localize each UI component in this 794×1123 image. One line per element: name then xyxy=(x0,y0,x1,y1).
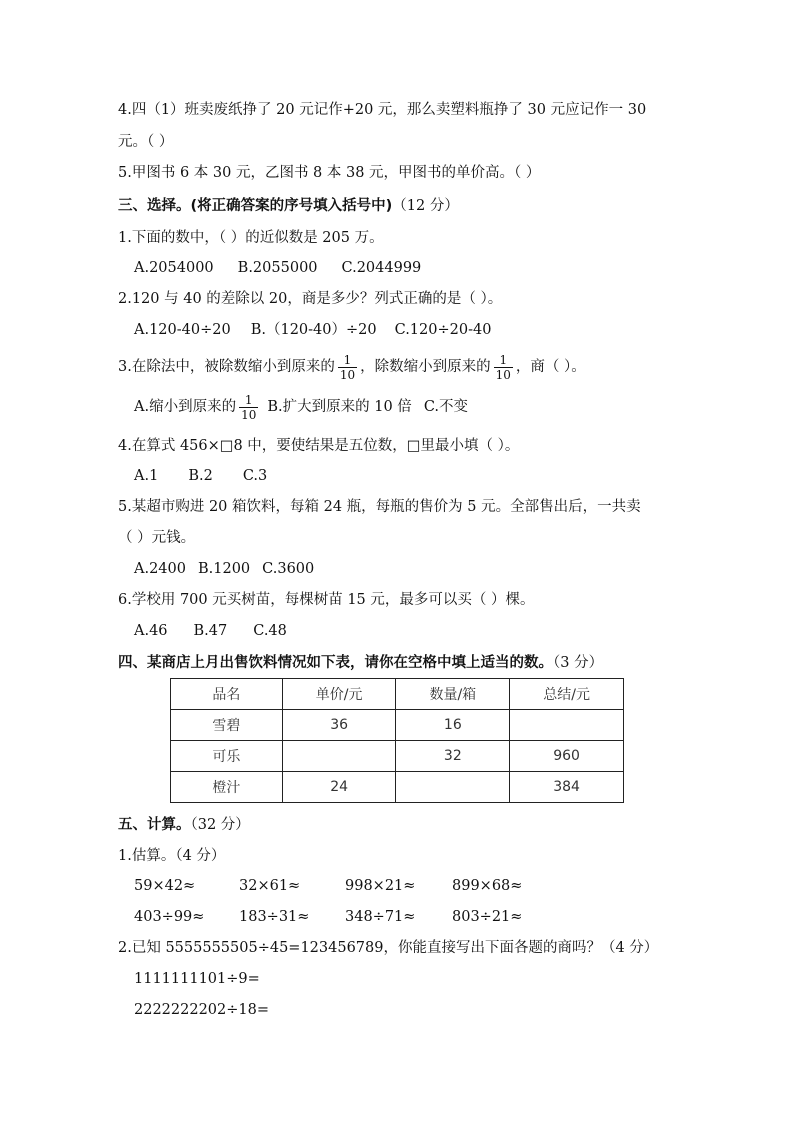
estimate-item: 403÷99≈ xyxy=(134,909,205,925)
section-5-score: （32 分） xyxy=(190,817,250,833)
option-c: C.3600 xyxy=(262,561,315,577)
question-3-6-options xyxy=(134,621,287,641)
table-cell-blank[interactable] xyxy=(396,772,510,803)
fraction-one-tenth: $\frac{1}{10}$ xyxy=(495,352,511,382)
estimate-item: 899×68≈ xyxy=(452,878,523,894)
option-a: A.120-40÷20 xyxy=(134,322,231,338)
option-c: C.48 xyxy=(253,623,287,639)
option-b: B.2 xyxy=(188,468,213,484)
section-3-heading xyxy=(118,196,459,216)
question-2-5: 5.甲图书 6 本 30 元，乙图书 8 本 38 元，甲图书的单价高。（ ） xyxy=(118,165,541,181)
question-3-3 xyxy=(118,350,586,384)
question-3-2-options xyxy=(134,320,491,340)
question-3-1-options xyxy=(134,258,421,278)
table-cell: 24 xyxy=(282,772,396,803)
question-3-6: 6.学校用 700 元买树苗，每棵树苗 15 元，最多可以买（ ）棵。 xyxy=(118,592,535,608)
table-cell: 16 xyxy=(396,710,510,741)
question-3-5-line1: 5.某超市购进 20 箱饮料，每箱 24 瓶，每瓶的售价为 5 元。全部售出后，一共卖 xyxy=(118,499,641,515)
option-c: C.3 xyxy=(242,468,268,484)
fraction-one-tenth: $\frac{1}{10}$ xyxy=(339,352,356,382)
section-4-heading xyxy=(118,653,603,673)
table-cell: 32 xyxy=(396,741,510,772)
estimate-item: 803÷21≈ xyxy=(452,909,523,925)
question-3-3-part3: ，商（ ）。 xyxy=(515,359,586,375)
header-cell: 数量/箱 xyxy=(396,679,510,710)
table-cell: 可乐 xyxy=(171,741,283,772)
option-a: A.2400 xyxy=(134,561,186,577)
estimate-row-2 xyxy=(134,907,522,927)
header-cell: 品名 xyxy=(171,679,283,710)
section-3-score: （12 分） xyxy=(392,198,459,214)
table-row xyxy=(171,741,624,772)
option-c: C.120÷20-40 xyxy=(394,322,492,338)
option-b: B.扩大到原来的 10 倍 xyxy=(267,399,412,415)
section-4-title: 四、某商店上月出售饮料情况如下表，请你在空格中填上适当的数。 xyxy=(118,655,553,671)
estimate-item: 348÷71≈ xyxy=(345,909,416,925)
question-3-4: 4.在算式 456×□8 中，要使结果是五位数，□里最小填（ ）。 xyxy=(118,438,520,454)
table-cell-blank[interactable] xyxy=(510,710,624,741)
table-cell-blank[interactable] xyxy=(282,741,396,772)
question-5-2: 2.已知 5555555505÷45=123456789，你能直接写出下面各题的商吗？（4 分） xyxy=(118,940,659,956)
option-b: B.2055000 xyxy=(237,260,318,276)
header-cell: 单价/元 xyxy=(282,679,396,710)
sales-table xyxy=(170,678,624,803)
estimate-item: 998×21≈ xyxy=(345,878,416,894)
table-cell: 384 xyxy=(510,772,624,803)
option-b: B.1200 xyxy=(197,561,251,577)
table-cell: 雪碧 xyxy=(171,710,283,741)
estimate-item: 59×42≈ xyxy=(134,878,196,894)
question-3-5-options xyxy=(134,559,314,579)
table-header-row xyxy=(171,679,624,710)
question-3-1: 1.下面的数中，（ ）的近似数是 205 万。 xyxy=(118,230,384,246)
section-5-heading xyxy=(118,815,250,835)
option-a: A.1 xyxy=(134,468,159,484)
option-c: C.不变 xyxy=(423,399,468,415)
section-3-title: 三、选择。(将正确答案的序号填入括号中) xyxy=(118,198,393,214)
table-cell: 橙汁 xyxy=(171,772,283,803)
estimate-item: 183÷31≈ xyxy=(239,909,310,925)
question-2-4-line1: 4.四（1）班卖废纸挣了 20 元记作+20 元，那么卖塑料瓶挣了 30 元应记作一 30 xyxy=(118,102,647,118)
option-b: B.（120-40）÷20 xyxy=(250,322,377,338)
estimate-row-1 xyxy=(134,876,522,896)
question-3-3-part2: ，除数缩小到原来的 xyxy=(360,359,491,375)
question-3-5-line2: （ ）元钱。 xyxy=(118,530,196,546)
option-a: A.46 xyxy=(134,623,168,639)
quotient-item: 1111111101÷9= xyxy=(134,971,260,987)
table-cell: 960 xyxy=(510,741,624,772)
question-3-3-options xyxy=(134,390,468,424)
table-cell: 36 xyxy=(282,710,396,741)
fraction-one-tenth: $\frac{1}{10}$ xyxy=(241,392,257,422)
section-5-title: 五、计算。 xyxy=(118,817,191,833)
option-b: B.47 xyxy=(193,623,228,639)
question-3-3-part1: 3.在除法中，被除数缩小到原来的 xyxy=(118,359,335,375)
question-2-4-line2: 元。（ ） xyxy=(118,134,174,150)
option-a: A.缩小到原来的 xyxy=(134,399,237,415)
section-4-score: （3 分） xyxy=(553,655,604,671)
question-3-4-options xyxy=(134,466,267,486)
header-cell: 总结/元 xyxy=(510,679,624,710)
question-5-1: 1.估算。（4 分） xyxy=(118,848,226,864)
table-row xyxy=(171,710,624,741)
quotient-item: 2222222202÷18= xyxy=(134,1002,270,1018)
option-c: C.2044999 xyxy=(341,260,422,276)
option-a: A.2054000 xyxy=(134,260,214,276)
question-3-2: 2.120 与 40 的差除以 20，商是多少？列式正确的是（ ）。 xyxy=(118,291,503,307)
table-row xyxy=(171,772,624,803)
estimate-item: 32×61≈ xyxy=(239,878,301,894)
